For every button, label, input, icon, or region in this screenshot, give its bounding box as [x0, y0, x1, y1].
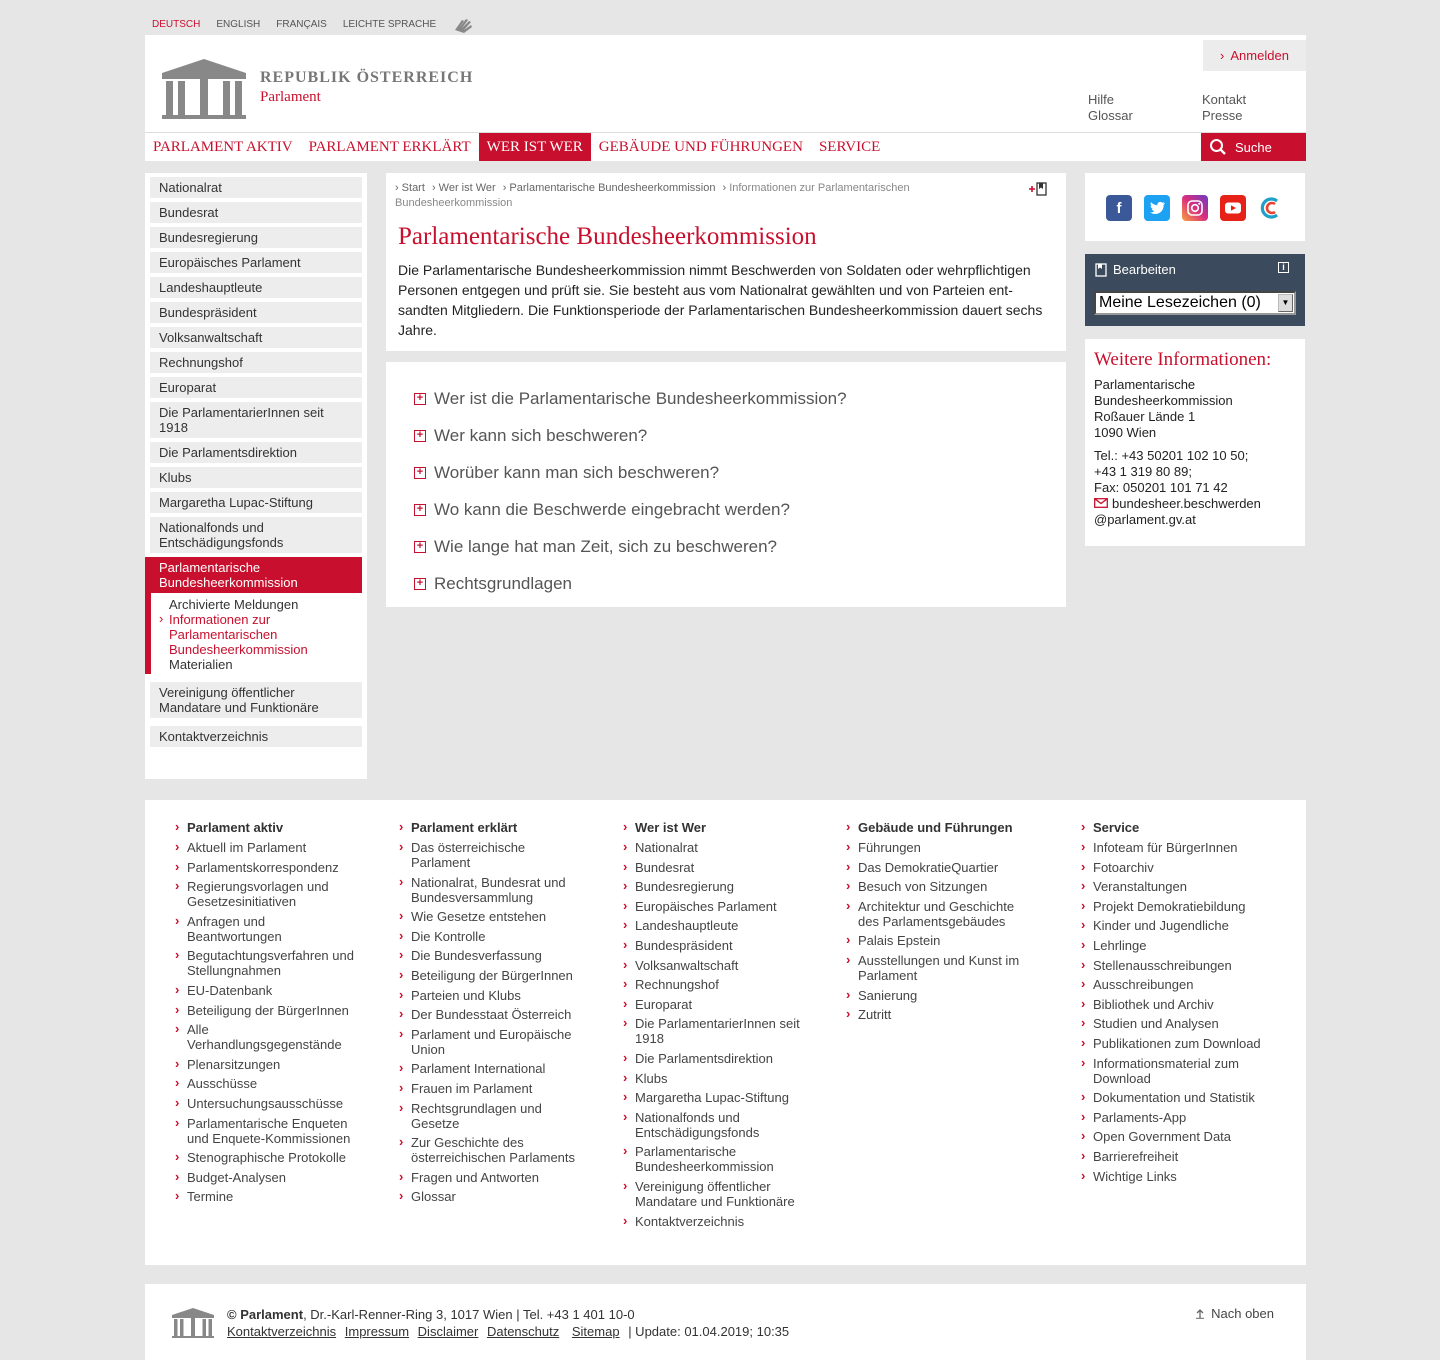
sitemap-link[interactable]: › Rechnungshof — [623, 977, 803, 992]
accordion-label: Rechtsgrundlagen — [434, 573, 572, 593]
sitemap-link[interactable]: › Ausschreibungen — [1081, 977, 1261, 992]
sitemap-link[interactable]: › Margaretha Lupac-Stiftung — [623, 1090, 803, 1105]
footer-link-impressum[interactable]: Impressum — [344, 1324, 410, 1339]
sitemap-link[interactable]: › Glossar — [399, 1189, 579, 1204]
accordion-item[interactable] — [386, 417, 1066, 454]
parliament-logo[interactable] — [160, 55, 473, 119]
site-header — [145, 35, 1306, 132]
bookmark-select[interactable] — [1094, 291, 1296, 315]
link-kontakt[interactable]: Kontakt — [1202, 92, 1247, 107]
sitemap-link[interactable]: › Parteien und Klubs — [399, 988, 579, 1003]
sitemap-link[interactable]: › Parlament und Europäische Union — [399, 1027, 579, 1057]
sidebar-item-vereinigung[interactable]: Vereinigung öffentlicher Mandatare und Funktionäre — [150, 682, 362, 718]
sitemap-link[interactable]: › Das DemokratieQuartier — [846, 860, 1026, 875]
sidebar-item-europarat[interactable]: Europarat — [150, 377, 362, 398]
sitemap-link[interactable]: › Kinder und Jugendliche — [1081, 918, 1261, 933]
breadcrumb-bundesheerkommission[interactable]: Parlamentarische Bundesheerkommission — [509, 182, 716, 194]
sitemap-link[interactable]: › Wichtige Links — [1081, 1169, 1261, 1184]
sitemap-link[interactable]: › Kontaktverzeichnis — [623, 1214, 803, 1229]
sitemap-link[interactable]: › Termine — [175, 1189, 355, 1204]
chevron-right-icon: › — [502, 182, 507, 194]
main-navigation — [145, 132, 1306, 161]
sitemap-link[interactable]: › Infoteam für BürgerInnen — [1081, 840, 1261, 855]
sidebar-item-bundesregierung[interactable]: Bundesregierung — [150, 227, 362, 248]
accordion-item[interactable] — [386, 565, 1066, 602]
expand-plus-icon: + — [414, 578, 426, 590]
sidebar-subnav — [145, 593, 362, 674]
logo-subtitle: Parlament — [260, 88, 321, 105]
sitemap-link[interactable]: › Bibliothek und Archiv — [1081, 997, 1261, 1012]
sitemap-col-gebaeude — [846, 820, 1026, 1027]
chevron-down-icon: ▼ — [1278, 294, 1293, 312]
sitemap-link[interactable]: › Die ParlamentarierInnen seit 1918 — [623, 1016, 803, 1046]
info-icon[interactable]: i — [1278, 262, 1289, 273]
further-info-title: Weitere Informationen: — [1094, 349, 1272, 370]
arrow-up-icon — [1195, 1309, 1205, 1319]
accordion-item[interactable] — [386, 454, 1066, 491]
sidebar-item-bundespraesident[interactable]: Bundespräsident — [150, 302, 362, 323]
sidebar-item-bundesheerkommission[interactable]: Parlamentarische Bundesheerkommission — [145, 557, 362, 593]
sidebar-item-landeshauptleute[interactable]: Landeshauptleute — [150, 277, 362, 298]
edit-label[interactable]: Bearbeiten — [1113, 262, 1176, 277]
breadcrumb — [395, 181, 955, 211]
lang-english[interactable]: ENGLISH — [216, 18, 261, 30]
sitemap-link[interactable]: › Alle Verhandlungsgegenstände — [175, 1022, 355, 1052]
sitemap-link[interactable]: › Stellenausschreibungen — [1081, 958, 1261, 973]
footer-link-kontaktverzeichnis[interactable]: Kontaktverzeichnis — [227, 1324, 337, 1339]
mail-icon — [1094, 498, 1108, 508]
sitemap-link[interactable]: › Barrierefreiheit — [1081, 1149, 1261, 1164]
phone-line: Tel.: +43 50201 102 10 50; — [1094, 448, 1249, 463]
link-glossar[interactable]: Glossar — [1088, 108, 1133, 123]
sitemap-link[interactable]: › Parlamentarische Enqueten und Enquete-Kommissionen — [175, 1116, 355, 1146]
breadcrumb-current: Informationen zur Parlamentarischen Bundesheerkommission — [395, 182, 910, 209]
sitemap-link[interactable]: › Europarat — [623, 997, 803, 1012]
sitemap-link[interactable]: › Untersuchungsausschüsse — [175, 1096, 355, 1111]
page-intro: Die Parlamentarische Bundesheerkommission nimmt Beschwerden von Soldaten oder wehrpflichtigen Personen entgegen und prüft sie. Sie besteht aus vom Nationalrat gewählten und von Parteien entsandten Mitgliedern. Die Funktionsperiode der Parlamentarischen Bundesheerkommission dauert sechs Jahre. — [398, 262, 1043, 338]
sitemap-link[interactable]: › Das österreichische Parlament — [399, 840, 579, 870]
sidebar-item-lupac-stiftung[interactable]: Margaretha Lupac-Stiftung — [150, 492, 362, 513]
email-link[interactable] — [1094, 496, 1296, 528]
sitemap-link[interactable]: › Lehrlinge — [1081, 938, 1261, 953]
breadcrumb-start[interactable]: Start — [401, 182, 425, 194]
sidebar-item-parlamentarierinnen[interactable]: Die ParlamentarierInnen seit 1918 — [150, 402, 362, 438]
accordion-item[interactable] — [386, 528, 1066, 565]
bookmark-panel — [1085, 254, 1305, 326]
sidebar-item-rechnungshof[interactable]: Rechnungshof — [150, 352, 362, 373]
bookmark-select-value: Meine Lesezeichen (0) — [1099, 294, 1261, 311]
sitemap-link[interactable]: › Veranstaltungen — [1081, 879, 1261, 894]
lang-deutsch[interactable]: DEUTSCH — [152, 18, 201, 30]
nav-parlament-erklaert[interactable]: PARLAMENT ERKLÄRT — [308, 138, 471, 155]
sitemap-link[interactable]: › Budget-Analysen — [175, 1170, 355, 1185]
sitemap-link[interactable]: › Wie Gesetze entstehen — [399, 909, 579, 924]
search-button[interactable] — [1201, 133, 1306, 161]
footer-sitemap — [145, 800, 1306, 1265]
sitemap-link[interactable]: › Der Bundesstaat Österreich — [399, 1007, 579, 1022]
expand-plus-icon: + — [414, 541, 426, 553]
expand-plus-icon: + — [414, 467, 426, 479]
sidebar-navigation — [145, 173, 367, 779]
sitemap-link[interactable]: › Frauen im Parlament — [399, 1081, 579, 1096]
sitemap-heading[interactable]: › Gebäude und Führungen — [846, 820, 1026, 835]
sitemap-link[interactable]: › Palais Epstein — [846, 933, 1026, 948]
further-info — [1085, 339, 1305, 546]
expand-plus-icon: + — [414, 504, 426, 516]
sitemap-link[interactable]: › Begutachtungsverfahren und Stellungnahmen — [175, 948, 355, 978]
sitemap-heading[interactable]: › Service — [1081, 820, 1261, 835]
sitemap-link[interactable]: › Fragen und Antworten — [399, 1170, 579, 1185]
sitemap-link[interactable]: › Architektur und Geschichte des Parlamentsgebäudes — [846, 899, 1026, 929]
footer-text — [227, 1306, 789, 1340]
subnav-archivierte-meldungen[interactable]: Archivierte Meldungen — [169, 597, 299, 612]
sitemap-link[interactable]: › Landeshauptleute — [623, 918, 803, 933]
sitemap-heading[interactable]: › Parlament aktiv — [175, 820, 355, 835]
accordion-label: Wer ist die Parlamentarische Bundesheerkommission? — [434, 388, 847, 408]
sitemap-link[interactable]: › Parlaments-App — [1081, 1110, 1261, 1125]
contact-numbers — [1094, 448, 1296, 528]
back-to-top-label: Nach oben — [1211, 1306, 1274, 1321]
search-icon — [1209, 138, 1227, 156]
address-line: Roßauer Lände 1 — [1094, 409, 1196, 424]
phone-line: +43 1 319 80 89; — [1094, 464, 1192, 479]
sitemap-link[interactable]: › Aktuell im Parlament — [175, 840, 355, 855]
fax-line: Fax: 050201 101 71 42 — [1094, 480, 1228, 495]
sidebar-item-bundesrat[interactable]: Bundesrat — [150, 202, 362, 223]
twitter-icon[interactable] — [1144, 195, 1170, 221]
footer-update: | Update: 01.04.2019; 10:35 — [628, 1324, 790, 1339]
sitemap-link[interactable]: › Die Kontrolle — [399, 929, 579, 944]
chevron-right-icon: › — [1220, 48, 1225, 63]
sitemap-link[interactable]: › Bundespräsident — [623, 938, 803, 953]
accordion-label: Wie lange hat man Zeit, sich zu beschweren? — [434, 536, 778, 556]
sitemap-link[interactable]: › Projekt Demokratiebildung — [1081, 899, 1261, 914]
sitemap-link[interactable]: › Europäisches Parlament — [623, 899, 803, 914]
nav-service[interactable]: SERVICE — [818, 138, 881, 155]
sitemap-link[interactable]: › Fotoarchiv — [1081, 860, 1261, 875]
sitemap-link[interactable]: › Vereinigung öffentlicher Mandatare und Funktionäre — [623, 1179, 803, 1209]
sitemap-link[interactable]: › Zutritt — [846, 1007, 1026, 1022]
link-presse[interactable]: Presse — [1202, 108, 1243, 123]
page-title: Parlamentarische Bundesheerkommission — [398, 223, 817, 250]
sitemap-link[interactable]: › Open Government Data — [1081, 1129, 1261, 1144]
sitemap-col-parlament-aktiv — [175, 820, 355, 1209]
sitemap-link[interactable]: › Parlamentarische Bundesheerkommission — [623, 1144, 803, 1174]
lang-leichte-sprache[interactable]: LEICHTE SPRACHE — [342, 18, 437, 30]
breadcrumb-wer-ist-wer[interactable]: Wer ist Wer — [438, 182, 496, 194]
sitemap-link[interactable]: › Bundesrat — [623, 860, 803, 875]
address — [1094, 377, 1296, 441]
sitemap-link[interactable]: › Volksanwaltschaft — [623, 958, 803, 973]
email-part: @parlament.gv.at — [1094, 512, 1196, 527]
sitemap-link[interactable]: › Studien und Analysen — [1081, 1016, 1261, 1031]
search-label: Suche — [1235, 139, 1272, 155]
sitemap-link[interactable]: › Anfragen und Beantwortungen — [175, 914, 355, 944]
nav-wer-ist-wer[interactable]: WER IST WER — [479, 133, 591, 161]
sitemap-link[interactable]: › Nationalrat, Bundesrat und Bundesversammlung — [399, 875, 579, 905]
instagram-icon[interactable] — [1182, 195, 1208, 221]
sitemap-link[interactable]: › Die Parlamentsdirektion — [623, 1051, 803, 1066]
back-to-top-link[interactable] — [1195, 1306, 1274, 1321]
email-part: bundesheer.beschwerden — [1112, 496, 1261, 511]
content-header — [386, 173, 1066, 351]
contact-links — [1202, 92, 1246, 124]
sidebar-item-volksanwaltschaft[interactable]: Volksanwaltschaft — [150, 327, 362, 348]
facebook-icon[interactable]: f — [1106, 195, 1132, 221]
language-bar — [152, 14, 478, 34]
sitemap-link[interactable]: › Parlament International — [399, 1061, 579, 1076]
sitemap-link[interactable]: › Dokumentation und Statistik — [1081, 1090, 1261, 1105]
footer-link-sitemap[interactable]: Sitemap — [571, 1324, 620, 1339]
sitemap-link[interactable]: › EU-Datenbank — [175, 983, 355, 998]
sidebar-item-europaeisches-parlament[interactable]: Europäisches Parlament — [150, 252, 362, 273]
sitemap-link[interactable]: › Informationsmaterial zum Download — [1081, 1056, 1261, 1086]
social-links — [1085, 173, 1305, 241]
accordion-label: Worüber kann man sich beschweren? — [434, 462, 720, 482]
sitemap-link[interactable]: › Sanierung — [846, 988, 1026, 1003]
sitemap-link[interactable]: › Die Bundesverfassung — [399, 948, 579, 963]
parliament-building-icon — [171, 1306, 215, 1338]
sitemap-heading[interactable]: › Wer ist Wer — [623, 820, 803, 835]
login-button[interactable] — [1203, 40, 1306, 71]
youtube-icon[interactable] — [1220, 195, 1246, 221]
sidebar-item-nationalfonds[interactable]: Nationalfonds und Entschädigungsfonds — [150, 517, 362, 553]
expand-plus-icon: + — [414, 430, 426, 442]
lang-francais[interactable]: FRANÇAIS — [276, 18, 327, 30]
accordion-label: Wer kann sich beschweren? — [434, 425, 648, 445]
login-label: Anmelden — [1230, 48, 1289, 63]
sign-language-icon[interactable] — [452, 14, 478, 34]
faq-accordion — [386, 362, 1066, 607]
logo-title: REPUBLIK ÖSTERREICH — [260, 68, 474, 86]
demokratiewebstatt-icon[interactable] — [1258, 195, 1284, 221]
sitemap-link[interactable]: › Parlamentskorrespondenz — [175, 860, 355, 875]
footer-link-disclaimer[interactable]: Disclaimer — [417, 1324, 479, 1339]
footer-link-datenschutz[interactable]: Datenschutz — [486, 1324, 560, 1339]
sitemap-link[interactable]: › Führungen — [846, 840, 1026, 855]
sidebar-item-klubs[interactable]: Klubs — [150, 467, 362, 488]
footer-copyright: © Parlament — [227, 1307, 304, 1322]
sitemap-link[interactable]: › Ausschüsse — [175, 1076, 355, 1091]
nav-parlament-aktiv[interactable]: PARLAMENT AKTIV — [153, 138, 293, 155]
address-line: 1090 Wien — [1094, 425, 1157, 440]
link-hilfe[interactable]: Hilfe — [1088, 92, 1115, 107]
nav-gebaeude-fuehrungen[interactable]: GEBÄUDE UND FÜHRUNGEN — [598, 138, 803, 155]
sitemap-link[interactable]: › Beteiligung der BürgerInnen — [175, 1003, 355, 1018]
sitemap-heading[interactable]: › Parlament erklärt — [399, 820, 579, 835]
sitemap-col-service — [1081, 820, 1261, 1188]
sitemap-link[interactable]: › Nationalfonds und Entschädigungsfonds — [623, 1110, 803, 1140]
sitemap-link[interactable]: › Nationalrat — [623, 840, 803, 855]
accordion-item[interactable] — [386, 380, 1066, 417]
chevron-right-icon: › — [395, 182, 399, 194]
chevron-right-icon: › — [722, 182, 727, 194]
sitemap-link[interactable]: › Rechtsgrundlagen und Gesetze — [399, 1101, 579, 1131]
footer-address: , Dr.-Karl-Renner-Ring 3, 1017 Wien | Tel. +43 1 401 10-0 — [303, 1307, 635, 1322]
parliament-building-icon — [160, 55, 248, 119]
sitemap-link[interactable]: › Regierungsvorlagen und Gesetzesinitiativen — [175, 879, 355, 909]
sitemap-link[interactable]: › Klubs — [623, 1071, 803, 1086]
sitemap-col-wer-ist-wer — [623, 820, 803, 1233]
sitemap-link[interactable]: › Bundesregierung — [623, 879, 803, 894]
sitemap-link[interactable]: › Publikationen zum Download — [1081, 1036, 1261, 1051]
sitemap-link[interactable]: › Ausstellungen und Kunst im Parlament — [846, 953, 1026, 983]
sidebar-item-kontaktverzeichnis[interactable]: Kontaktverzeichnis — [150, 726, 362, 747]
subnav-informationen[interactable]: › Informationen zur Parlamentarischen Bundesheerkommission — [169, 612, 362, 657]
address-line: Parlamentarische Bundesheerkommission — [1094, 377, 1233, 408]
sidebar-item-nationalrat[interactable]: Nationalrat — [150, 177, 362, 198]
subnav-materialien[interactable]: Materialien — [169, 657, 233, 672]
help-links — [1088, 92, 1133, 124]
chevron-right-icon: › — [431, 182, 436, 194]
sitemap-link[interactable]: › Besuch von Sitzungen — [846, 879, 1026, 894]
document-icon — [1095, 263, 1107, 277]
sidebar-item-parlamentsdirektion[interactable]: Die Parlamentsdirektion — [150, 442, 362, 463]
add-bookmark-icon[interactable] — [1028, 181, 1048, 197]
sitemap-link[interactable]: › Stenographische Protokolle — [175, 1150, 355, 1165]
page-footer — [145, 1284, 1306, 1360]
expand-plus-icon: + — [414, 393, 426, 405]
accordion-label: Wo kann die Beschwerde eingebracht werden? — [434, 499, 790, 519]
sitemap-link[interactable]: › Plenarsitzungen — [175, 1057, 355, 1072]
sitemap-link[interactable]: › Beteiligung der BürgerInnen — [399, 968, 579, 983]
accordion-item[interactable] — [386, 491, 1066, 528]
sitemap-col-parlament-erklaert — [399, 820, 579, 1209]
sitemap-link[interactable]: › Zur Geschichte des österreichischen Parlaments — [399, 1135, 579, 1165]
